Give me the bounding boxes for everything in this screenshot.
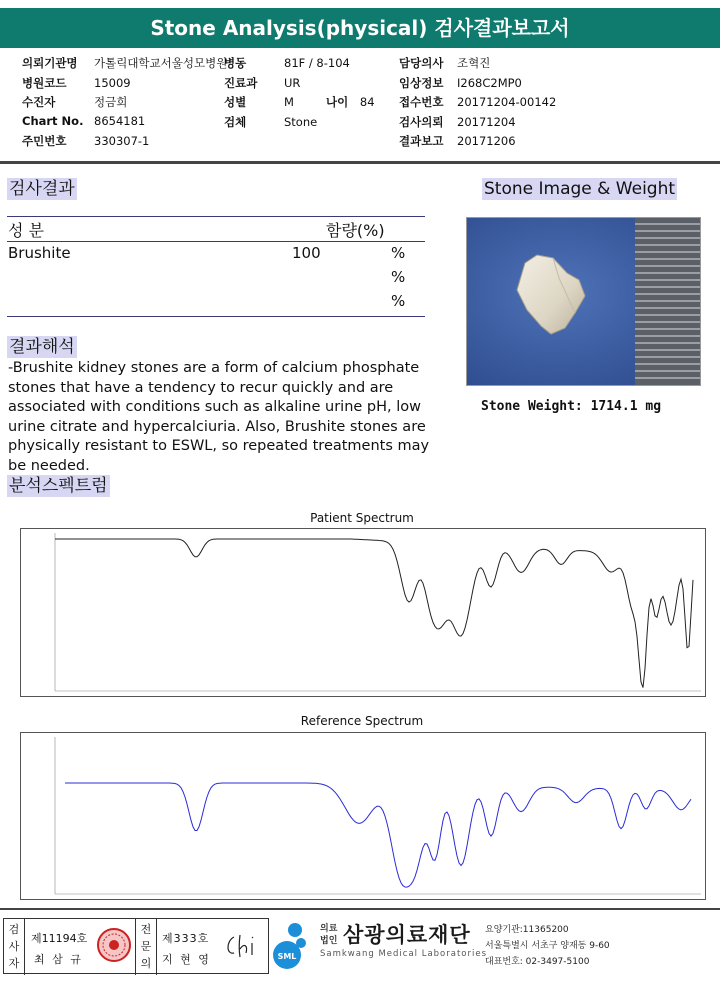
amount-unit: % [391, 292, 406, 310]
info-left-row [22, 55, 227, 71]
signature-box [3, 918, 269, 974]
patient-spectrum-plot [21, 529, 705, 696]
info-left-label: 수진자 [22, 95, 56, 109]
stone-image-heading: Stone Image & Weight [484, 179, 676, 199]
info-left-label: 주민번호 [22, 134, 67, 148]
info-right-row [399, 75, 522, 91]
info-left-label: 의뢰기관명 [22, 56, 78, 70]
info-middle-row [224, 114, 317, 130]
specialist-license: 제333호 [162, 932, 210, 945]
org-contact [485, 922, 610, 970]
report-title: Stone Analysis(physical) 검사결과보고서 [0, 8, 720, 48]
sml-logo [271, 920, 315, 970]
org-english-name: Samkwang Medical Laboratories [320, 949, 488, 959]
info-left-value: 8654181 [94, 113, 146, 128]
patient-spectrum-title: Patient Spectrum [310, 511, 414, 525]
org-prefix-top: 의료 [320, 924, 338, 934]
org-phone: 대표번호: 02-3497-5100 [485, 957, 590, 967]
stone-weight-label: Stone Weight: [481, 399, 583, 414]
stone-weight [481, 399, 661, 414]
amount-unit: % [391, 268, 406, 286]
stone-photo [466, 217, 701, 386]
info-left-label: Chart No. [22, 113, 84, 128]
info-right-value: 20171204-00142 [457, 95, 557, 109]
component-name: Brushite [8, 244, 71, 262]
info-middle-label: 진료과 [224, 75, 258, 90]
age-field [326, 94, 375, 110]
stone-weight-value: 1714.1 mg [590, 399, 662, 414]
sml-logo-icon [271, 920, 315, 970]
reference-spectrum-title: Reference Spectrum [300, 714, 424, 728]
results-heading: 검사결과 [9, 179, 75, 199]
info-left-label: 병원코드 [22, 75, 67, 90]
table-top-rule [7, 216, 425, 217]
interpretation-heading: 결과해석 [9, 337, 75, 357]
tester-seal [96, 927, 132, 963]
info-left-row [22, 133, 149, 149]
signature-icon [222, 929, 262, 963]
info-middle-value: M [284, 95, 294, 109]
care-number: 요양기관:11365200 [485, 925, 569, 935]
component-column-header: 성 분 [8, 221, 44, 240]
org-address: 서울특별시 서초구 양재동 9-60 [485, 941, 610, 951]
info-left-row [22, 75, 131, 91]
amount-unit: % [391, 244, 406, 262]
info-right-value: 조혁진 [457, 56, 491, 70]
info-middle-value: UR [284, 75, 301, 90]
info-right-label: 담당의사 [399, 56, 444, 70]
info-middle-label: 병동 [224, 56, 247, 70]
info-middle-value: 81F / 8-104 [284, 56, 350, 70]
result-row [8, 268, 418, 292]
info-middle-label: 성별 [224, 95, 247, 109]
org-prefix-bottom: 법인 [320, 936, 338, 946]
info-left-row [22, 114, 145, 128]
info-right-row [399, 94, 556, 110]
info-left-value: 330307-1 [94, 134, 150, 148]
info-left-value: 정금희 [94, 95, 128, 109]
patient-spectrum-chart [20, 528, 706, 697]
info-middle-row [224, 75, 300, 91]
specialist-name: 지 현 영 [162, 953, 211, 966]
info-left-row [22, 94, 127, 110]
result-row [8, 292, 418, 316]
info-right-value: 20171206 [457, 134, 516, 148]
org-prefix [320, 923, 337, 947]
info-left-value: 15009 [94, 75, 131, 90]
sml-logo-text: SML [277, 952, 297, 961]
patient-info [22, 55, 712, 150]
info-middle-row [224, 94, 294, 110]
reference-spectrum-chart [20, 732, 706, 900]
header-divider [0, 161, 720, 164]
info-right-label: 접수번호 [399, 95, 444, 109]
results-table-body [8, 244, 418, 316]
info-right-row [399, 114, 516, 130]
org-name: 삼광의료재단 [343, 923, 471, 947]
specialist-signature [222, 929, 262, 967]
info-middle-row [224, 55, 350, 71]
amount-column-header: 함량(%) [326, 221, 385, 240]
seal-icon [96, 927, 132, 963]
specialist-label: 전문의 [135, 919, 157, 975]
info-right-value: 20171204 [457, 114, 516, 129]
table-header-rule [7, 241, 425, 242]
info-right-label: 임상정보 [399, 75, 444, 90]
footer-divider [0, 908, 720, 910]
spectrum-heading: 분석스펙트럼 [9, 476, 108, 496]
age-value: 84 [359, 95, 375, 109]
info-right-value: I268C2MP0 [457, 75, 522, 90]
info-left-value: 가톨릭대학교서울성모병원 [94, 56, 228, 70]
result-row [8, 244, 418, 268]
interpretation-text: -Brushite kidney stones are a form of calcium phosphate stones that have a tendency to recur quickly and are associated with conditions such as alkaline urine pH, low urine citrate and hypercalciuria. Also, Brushite stones are physically resistant to ESWL, so repeated treatments may be needed. [8, 360, 430, 474]
component-amount: 100 [292, 244, 321, 262]
info-right-row [399, 55, 490, 71]
info-middle-value: Stone [284, 114, 318, 129]
info-right-label: 검사의뢰 [399, 114, 444, 129]
tester-name: 최 삼 규 [34, 953, 83, 966]
reference-spectrum-plot [21, 733, 705, 899]
table-bottom-rule [7, 316, 425, 317]
info-middle-label: 검체 [224, 114, 247, 129]
tester-label: 검사자 [4, 919, 25, 975]
age-label: 나이 [326, 95, 349, 109]
stone-photo-image [467, 218, 700, 385]
tester-license: 제11194호 [31, 932, 88, 945]
info-right-row [399, 133, 516, 149]
info-right-label: 결과보고 [399, 134, 444, 148]
